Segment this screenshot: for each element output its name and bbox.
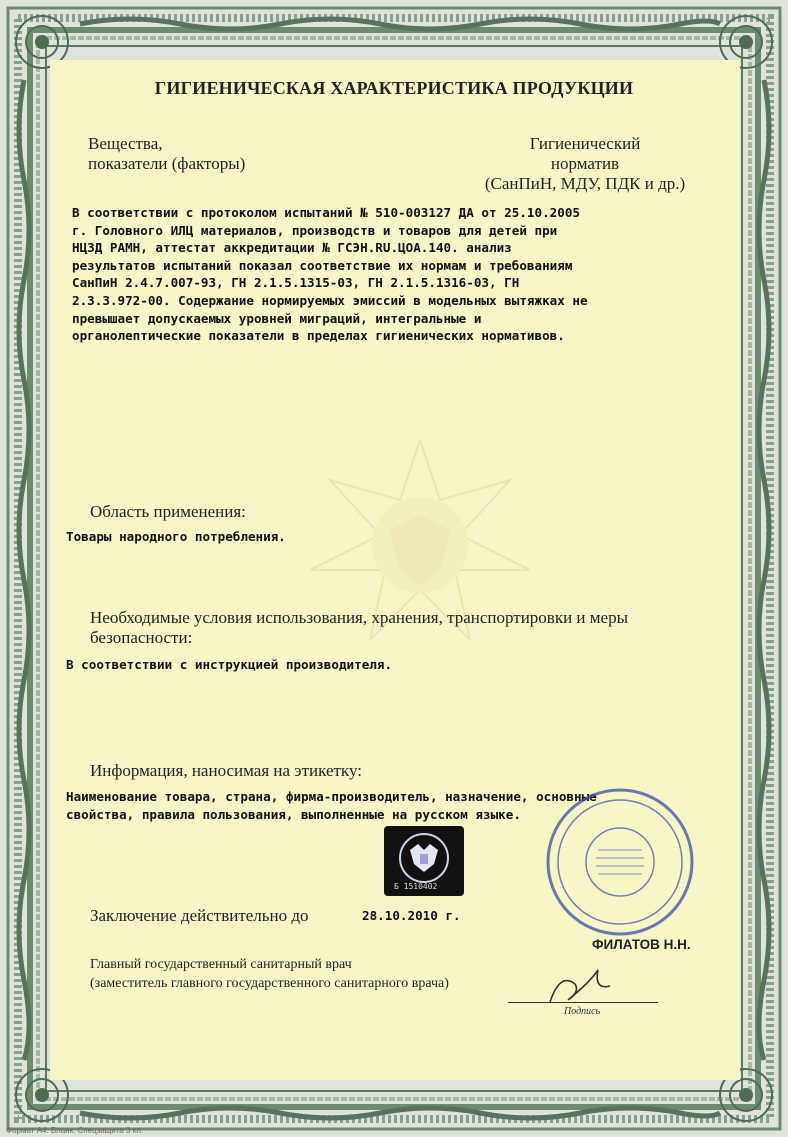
column-header-norm-line1: Гигиенический [529,134,641,153]
findings-line: превышает допускаемых уровней миграций, интегральные и [72,310,482,326]
label-info-value [66,788,597,823]
findings-line: 2.3.3.972-00. Содержание нормируемых эмиссий в модельных вытяжках не [72,292,588,308]
signature-line [508,1002,658,1003]
findings-text [72,204,588,345]
findings-line: органолептические показатели в пределах гигиенических нормативов. [72,328,565,344]
column-header-norm [470,134,700,194]
column-header-substances [88,134,245,174]
conditions-label [90,608,628,648]
validity-date: 28.10.2010 г. [362,908,461,923]
findings-line: результатов испытаний показал соответствие их нормам и требованиям [72,257,573,273]
column-header-norm-line3: (СанПиН, МДУ, ПДК и др.) [484,174,686,193]
signature-icon [520,962,640,1012]
signer-role-line1: Главный государственный санитарный врач [90,957,352,972]
findings-line: НЦЗД РАМН, аттестат аккредитации № ГСЭН.RU.ЦОА.140. анализ [72,240,512,256]
hologram-sticker [384,826,464,896]
label-info-line1: Наименование товара, страна, фирма-производитель, назначение, основные [66,789,597,804]
label-info-label: Информация, наносимая на этикетку: [90,761,362,780]
findings-line: СанПиН 2.4.7.007-93, ГН 2.1.5.1315-03, ГН 2.1.5.1316-03, ГН [72,275,520,291]
hologram-code: Б 1510402 [394,882,438,891]
form-footer-note: Формат А4. Бланк. Спецзащита 3 кл. [6,1126,144,1135]
conditions-label-line1: Необходимые условия использования, хранения, транспортировки и меры [90,608,628,627]
findings-line: В соответствии с протоколом испытаний № 510-003127 ДА от 25.10.2005 [72,205,580,220]
document-title: ГИГИЕНИЧЕСКАЯ ХАРАКТЕРИСТИКА ПРОДУКЦИИ [154,78,634,98]
signer-role [90,955,449,993]
label-info-line2: свойства, правила пользования, выполненные на русском языке. [66,806,521,822]
scope-label: Область применения: [90,502,246,521]
official-stamp-icon [540,782,700,942]
column-header-norm-line2: норматив [550,154,620,173]
conditions-label-line2: безопасности: [90,628,193,647]
signature-caption: Подпись [564,1006,601,1017]
conditions-value: В соответствии с инструкцией производителя. [66,657,393,672]
column-header-substances-line2: показатели (факторы) [88,154,246,173]
column-header-substances-line1: Вещества, [88,134,163,153]
validity-label: Заключение действительно до [90,906,309,925]
scope-value: Товары народного потребления. [66,529,286,544]
signer-role-line2: (заместитель главного государственного санитарного врача) [90,976,449,991]
findings-line: г. Головного ИЛЦ материалов, производств и товаров для детей при [72,222,558,238]
signer-name: ФИЛАТОВ Н.Н. [592,937,691,952]
